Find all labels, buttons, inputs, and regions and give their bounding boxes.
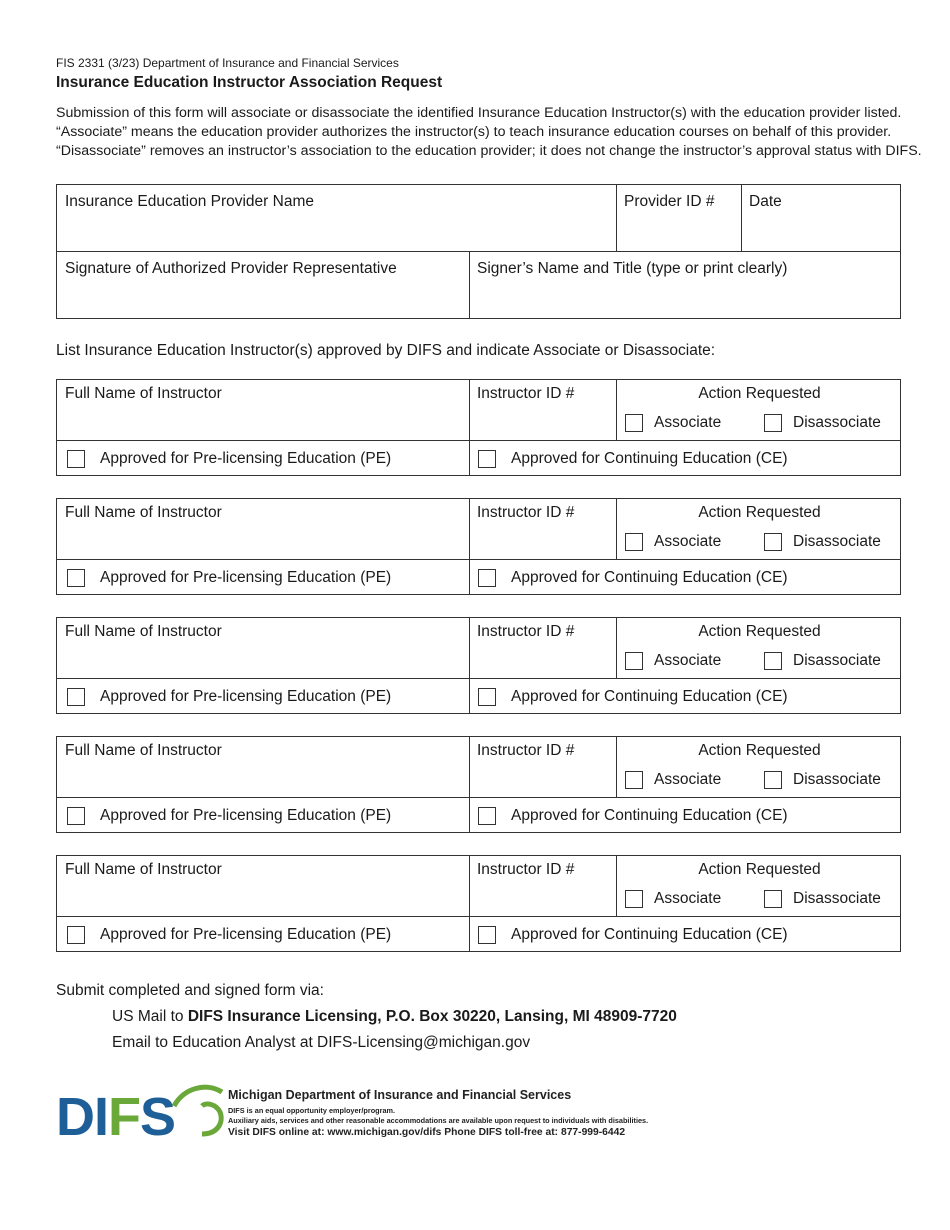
form-title: Insurance Education Instructor Association Request	[56, 74, 443, 91]
instructor-block-5	[56, 855, 901, 952]
provider-id-field[interactable]: Provider ID #	[624, 193, 715, 210]
instructor-block-2	[56, 498, 901, 595]
ce-label: Approved for Continuing Education (CE)	[511, 807, 788, 824]
associate-checkbox[interactable]	[625, 771, 643, 789]
disassociate-label: Disassociate	[793, 771, 881, 788]
action-requested-label: Action Requested	[698, 861, 821, 878]
pe-label: Approved for Pre-licensing Education (PE)	[100, 450, 392, 467]
instructor-block-4	[56, 736, 901, 833]
ce-label: Approved for Continuing Education (CE)	[511, 569, 788, 586]
ce-checkbox[interactable]	[478, 926, 496, 944]
intro-line-2: “Associate” means the education provider authorizes the instructor(s) to teach insurance education courses on behalf of this provider.	[56, 124, 892, 140]
intro-line-3: “Disassociate” removes an instructor’s association to the education provider; it does not change the instructor’s approval status with DIFS.	[56, 143, 922, 159]
instructor-id-field[interactable]: Instructor ID #	[477, 385, 575, 402]
ce-label: Approved for Continuing Education (CE)	[511, 926, 788, 943]
instructor-id-field[interactable]: Instructor ID #	[477, 623, 575, 640]
action-requested-label: Action Requested	[698, 385, 821, 402]
instructor-block-1	[56, 379, 901, 476]
ce-label: Approved for Continuing Education (CE)	[511, 688, 788, 705]
disassociate-label: Disassociate	[793, 652, 881, 669]
associate-label: Associate	[654, 771, 722, 788]
ce-label: Approved for Continuing Education (CE)	[511, 450, 788, 467]
associate-checkbox[interactable]	[625, 652, 643, 670]
provider-name-field[interactable]: Insurance Education Provider Name	[65, 193, 314, 210]
associate-checkbox[interactable]	[625, 414, 643, 432]
intro-text	[56, 104, 926, 161]
instructor-id-field[interactable]: Instructor ID #	[477, 861, 575, 878]
instructor-name-field[interactable]: Full Name of Instructor	[65, 742, 222, 759]
equal-opportunity-text: DIFS is an equal opportunity employer/program.	[228, 1106, 396, 1115]
associate-label: Associate	[654, 533, 722, 550]
disassociate-label: Disassociate	[793, 890, 881, 907]
logo-text: DIFS	[56, 1087, 176, 1140]
signature-field[interactable]: Signature of Authorized Provider Representative	[65, 260, 397, 277]
action-requested-label: Action Requested	[698, 623, 821, 640]
auxiliary-aids-text: Auxiliary aids, services and other reasonable accommodations are available upon request to individuals with disabilities.	[228, 1116, 649, 1125]
action-requested-label: Action Requested	[698, 742, 821, 759]
pe-checkbox[interactable]	[67, 569, 85, 587]
disassociate-checkbox[interactable]	[764, 533, 782, 551]
form-number: FIS 2331 (3/23) Department of Insurance and Financial Services	[56, 56, 399, 70]
logo-arc	[174, 1087, 222, 1106]
provider-info-box	[56, 184, 901, 319]
date-field[interactable]: Date	[749, 193, 782, 210]
instructor-name-field[interactable]: Full Name of Instructor	[65, 504, 222, 521]
pe-checkbox[interactable]	[67, 688, 85, 706]
submit-heading: Submit completed and signed form via:	[56, 982, 324, 999]
pe-checkbox[interactable]	[67, 807, 85, 825]
pe-checkbox[interactable]	[67, 450, 85, 468]
instructor-block-3	[56, 617, 901, 714]
associate-label: Associate	[654, 414, 722, 431]
ce-checkbox[interactable]	[478, 450, 496, 468]
instructor-name-field[interactable]: Full Name of Instructor	[65, 385, 222, 402]
instructor-id-field[interactable]: Instructor ID #	[477, 504, 575, 521]
disassociate-checkbox[interactable]	[764, 890, 782, 908]
instructor-name-field[interactable]: Full Name of Instructor	[65, 861, 222, 878]
ce-checkbox[interactable]	[478, 569, 496, 587]
disassociate-checkbox[interactable]	[764, 771, 782, 789]
disassociate-label: Disassociate	[793, 533, 881, 550]
signer-name-title-field[interactable]: Signer’s Name and Title (type or print clearly)	[477, 260, 788, 277]
action-requested-label: Action Requested	[698, 504, 821, 521]
disassociate-checkbox[interactable]	[764, 414, 782, 432]
instructor-list-heading: List Insurance Education Instructor(s) approved by DIFS and indicate Associate or Disassociate:	[56, 342, 716, 359]
mail-instructions	[112, 1008, 677, 1026]
disassociate-checkbox[interactable]	[764, 652, 782, 670]
contact-line: Visit DIFS online at: www.michigan.gov/difs Phone DIFS toll-free at: 877-999-6442	[228, 1127, 626, 1138]
pe-label: Approved for Pre-licensing Education (PE)	[100, 569, 392, 586]
instructor-name-field[interactable]: Full Name of Instructor	[65, 623, 222, 640]
intro-line-1: Submission of this form will associate or disassociate the identified Insurance Education Instructor(s) with the education provider listed.	[56, 105, 902, 121]
mail-address: DIFS Insurance Licensing, P.O. Box 30220, Lansing, MI 48909-7720	[187, 1008, 677, 1025]
pe-label: Approved for Pre-licensing Education (PE)	[100, 688, 392, 705]
difs-logo	[56, 1080, 226, 1140]
associate-checkbox[interactable]	[625, 890, 643, 908]
mail-prefix: US Mail to	[112, 1008, 188, 1025]
pe-label: Approved for Pre-licensing Education (PE)	[100, 807, 392, 824]
instructor-id-field[interactable]: Instructor ID #	[477, 742, 575, 759]
associate-label: Associate	[654, 652, 722, 669]
associate-checkbox[interactable]	[625, 533, 643, 551]
email-instructions: Email to Education Analyst at DIFS-Licensing@michigan.gov	[112, 1034, 531, 1051]
disassociate-label: Disassociate	[793, 414, 881, 431]
pe-checkbox[interactable]	[67, 926, 85, 944]
associate-label: Associate	[654, 890, 722, 907]
pe-label: Approved for Pre-licensing Education (PE)	[100, 926, 392, 943]
logo-swoosh	[202, 1104, 221, 1134]
ce-checkbox[interactable]	[478, 807, 496, 825]
department-name: Michigan Department of Insurance and Financial Services	[228, 1088, 572, 1102]
ce-checkbox[interactable]	[478, 688, 496, 706]
